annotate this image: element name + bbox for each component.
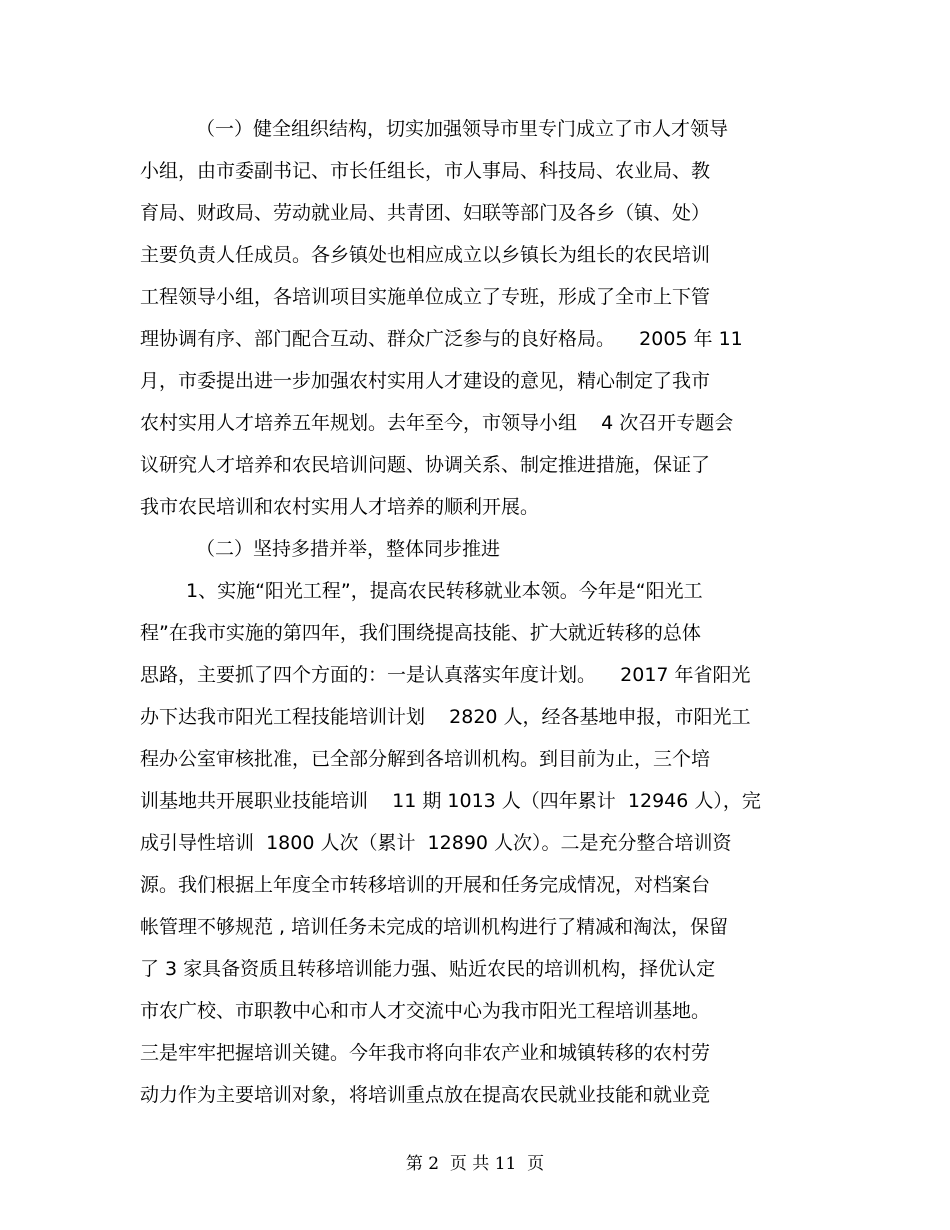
paragraph-1-line-7: 月，市委提出进一步加强农村实用人才建设的意见，精心制定了我市 xyxy=(140,370,711,392)
paragraph-1-line-9: 议研究人才培养和农民培训问题、协调关系、制定推进措施，保证了 xyxy=(140,454,711,476)
section-heading-2: （二）坚持多措并举，整体同步推进 xyxy=(196,538,501,560)
paragraph-1-line-4: 主要负责人任成员。各乡镇处也相应成立以乡镇长为组长的农民培训 xyxy=(140,244,711,266)
paragraph-2-line-3: 思路，主要抓了四个方面的：一是认真落实年度计划。 2017 年省阳光 xyxy=(140,664,751,686)
page-number-footer: 第 2 页 共 11 页 xyxy=(405,1154,545,1174)
paragraph-1-line-2: 小组，由市委副书记、市长任组长，市人事局、科技局、农业局、教 xyxy=(140,160,711,182)
paragraph-2-line-13: 动力作为主要培训对象，将培训重点放在提高农民就业技能和就业竞 xyxy=(140,1084,711,1106)
paragraph-2-line-2: 程”在我市实施的第四年，我们围绕提高技能、扩大就近转移的总体 xyxy=(140,622,701,644)
paragraph-2-line-9: 帐管理不够规范 , 培训任务未完成的培训机构进行了精减和淘汰，保留 xyxy=(140,916,729,938)
paragraph-2-line-7: 成引导性培训 1800 人次（累计 12890 人次）。二是充分整合培训资 xyxy=(140,832,732,854)
paragraph-2-line-4: 办下达我市阳光工程技能培训计划 2820 人，经各基地申报，市阳光工 xyxy=(140,706,751,728)
paragraph-2-line-10: 了 3 家具备资质且转移培训能力强、贴近农民的培训机构，择优认定 xyxy=(140,958,716,980)
paragraph-2-line-1: 1、实施“阳光工程”，提高农民转移就业本领。今年是“阳光工 xyxy=(186,580,703,602)
paragraph-1-line-6: 理协调有序、部门配合互动、群众广泛参与的良好格局。 2005 年 11 xyxy=(140,328,743,350)
paragraph-2-line-8: 源。我们根据上年度全市转移培训的开展和任务完成情况，对档案台 xyxy=(140,874,711,896)
paragraph-1-line-1: （一）健全组织结构，切实加强领导市里专门成立了市人才领导 xyxy=(196,118,729,140)
paragraph-2-line-12: 三是牢牢把握培训关键。今年我市将向非农产业和城镇转移的农村劳 xyxy=(140,1042,711,1064)
paragraph-1-line-5: 工程领导小组，各培训项目实施单位成立了专班，形成了全市上下管 xyxy=(140,286,711,308)
paragraph-2-line-11: 市农广校、市职教中心和市人才交流中心为我市阳光工程培训基地。 xyxy=(140,1000,711,1022)
paragraph-2-line-6: 训基地共开展职业技能培训 11 期 1013 人（四年累计 12946 人），完 xyxy=(140,790,761,812)
paragraph-1-line-3: 育局、财政局、劳动就业局、共青团、妇联等部门及各乡（镇、处） xyxy=(140,202,711,224)
paragraph-1-line-8: 农村实用人才培养五年规划。去年至今，市领导小组 4 次召开专题会 xyxy=(140,412,734,434)
paragraph-2-line-5: 程办公室审核批准，已全部分解到各培训机构。到目前为止，三个培 xyxy=(140,748,711,770)
paragraph-1-line-10: 我市农民培训和农村实用人才培养的顺利开展。 xyxy=(140,496,540,518)
